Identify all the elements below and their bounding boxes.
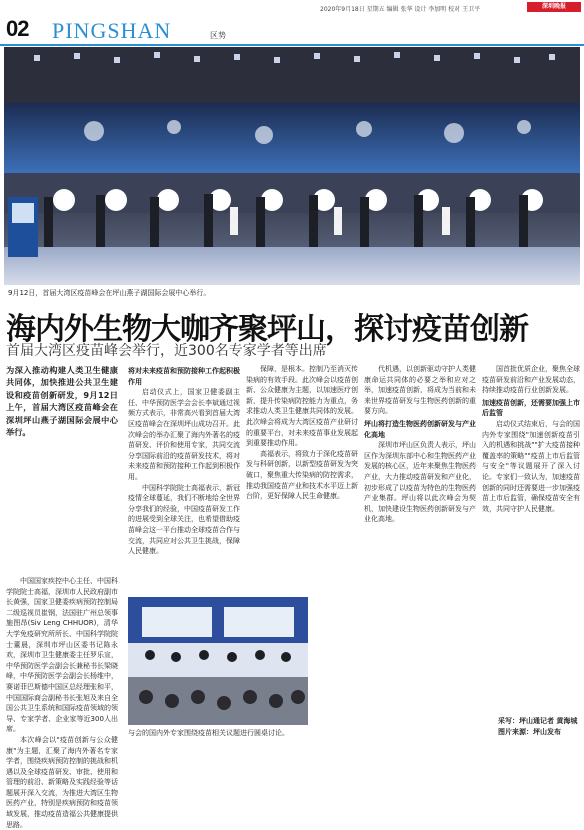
section-name: PINGSHAN	[52, 18, 172, 43]
article-column-4	[364, 364, 476, 744]
header-rule	[0, 44, 584, 46]
roundtable-caption: 与会的国内外专家围绕疫苗相关议题进行圆桌讨论。	[128, 729, 289, 737]
page-header	[0, 0, 584, 44]
paragraph: 代机遇，以创新驱动守护人类健康命运共同体的必要之举和应对之举，加速疫苗创新，将成为当前和未来世界疫苗研发与生物医药创新的重要方向。	[364, 365, 476, 416]
article-column-1b	[6, 576, 118, 829]
section-heading: 将对未来疫苗和预防接种工作起积极作用	[128, 367, 240, 386]
paragraph: 高福表示，将致力于深化疫苗研发与科研创新，以新型疫苗研发为突破口，聚焦重大传染病的防控需求，推动我国疫苗产业和技术水平迈上新台阶，更好保障人民生命健康。	[246, 449, 358, 501]
headline: 海内外生物大咖齐聚坪山，探讨疫苗创新	[6, 312, 528, 347]
article-column-3	[246, 364, 358, 594]
credits	[498, 716, 577, 738]
roundtable-photo	[128, 597, 308, 725]
paragraph: 中国科学院院士高福表示，新冠疫情全球蔓延，我们不断地给全世界分享我们的经验，中国疫苗研发工作的进展受到全球关注，也希望借助疫苗峰会这一平台推动全球疫苗合作与交流，共同应对公共卫生挑战，保障人民健康。	[128, 483, 240, 556]
main-photo	[4, 47, 580, 285]
section-heading: 坪山将打造生物医药创新研发与产业化高地	[364, 419, 476, 439]
section-number: 02	[6, 16, 29, 41]
paragraph: 深圳市坪山区负责人表示，坪山区作为深圳东部中心和生物医药产业发展的核心区，近年来聚焦生物医药产业，大力推动疫苗研发和产业化，初步形成了以疫苗为特色的生物医药产业集群。坪山将以此次峰会为契机，加快建设生物医药创新研发与产业化高地。	[364, 441, 476, 524]
section-tag: 区势	[210, 31, 226, 40]
article-column-1	[6, 364, 118, 604]
photo-caption: 9月12日，首届大湾区疫苗峰会在坪山燕子湖国际会展中心举行。	[8, 289, 211, 297]
paragraph: 国首批优质企业，聚焦全球疫苗研发前沿和产业发展动态，持续推动疫苗行业创新发展。	[482, 365, 580, 395]
paragraph: 保障，是根本。控制乃至消灭传染病的有效手段。此次峰会以疫苗创新、公众健康为主题，以加速医疗创新，提升传染病防控能力为重点，务求推动人类卫生健康共同体的发展。此次峰会将成为大湾区疫苗产业研讨的重要平台，对未来疫苗事业发展起到重要推动作用。	[246, 365, 358, 448]
paragraph: 启动仪式上，国家卫健委副主任、中华预防医学会会长李斌通过视频方式表示，非常高兴看到首届大湾区疫苗峰会在深圳坪山成功召开。此次峰会的举办汇聚了海内外著名的疫苗研发、评价和使用专家，共同交流分享国际前沿的疫苗研发技术，将对未来疫苗和预防接种工作起到积极作用。	[128, 388, 240, 481]
lead-paragraph: 为深入推动构建人类卫生健康共同体，加快推进公共卫生建设和疫苗创新研发，9月12日上午，首届大湾区疫苗峰会在深圳坪山燕子湖国际会展中心举行。	[6, 365, 118, 438]
paragraph: 启动仪式结束后，与会的国内外专家围绕"加速创新疫苗引入的机遇和挑战""扩大疫苗接种覆盖率的策略""疫苗上市后监管与安全"等议题展开了深入讨论。专家们一致认为，加速疫苗创新的同时还需要进一步加强疫苗上市后监管，确保疫苗安全有效，共同守护人民健康。	[482, 419, 580, 513]
writer-credit: 采写：坪山通记者 黄海城	[498, 717, 578, 725]
issue-meta: 2020年9月18日 星期五 编辑 张华 设计 李加明 校对 王卫平	[320, 6, 481, 13]
subheadline: 首届大湾区疫苗峰会举行，近300名专家学者等出席	[6, 343, 327, 359]
article-column-2	[128, 364, 240, 594]
brand-logo: 深圳晚报	[527, 2, 581, 12]
paragraph: 中国国家疾控中心主任、中国科学院院士高福，深圳市人民政府副市长黄强，国家卫健委疾病预防控制局二级巡视员崔钢，法国驻广州总领事施图昂(Siv Leng CHHUOR)，清华大学免疫研究所所长、中国科学院院士董晨，深圳市坪山区委书记陈永欢，深圳市卫生健康委主任罗乐宣，中华预防医学会副会长兼秘书长梁晓峰，中华预防医学会副会长杨维中，赛诺菲巴斯德中国区总经理张和平，中国国际商会副秘书长张旭及来自全国公共卫生系统和国际疫苗领域的领导、专家学者、企业家等近300人出席。	[6, 577, 118, 734]
photo-credit: 图片来源：坪山发布	[498, 728, 561, 736]
section-heading: 加速疫苗创新，还需要加强上市后监管	[482, 398, 580, 418]
article-column-5	[482, 364, 580, 714]
paragraph: 本次峰会以"疫苗创新与公众健康"为主题，汇聚了海内外著名专家学者，围绕疾病预防控制的挑战和机遇以及全球疫苗研发、审批、使用和管理的前沿、新策略及实践经验等话题展开深入交流，为推进大湾区生物医药产业，特别是疾病预防和疫苗领域发展，推动疫苗造福公共健康提供思路。	[6, 735, 118, 829]
